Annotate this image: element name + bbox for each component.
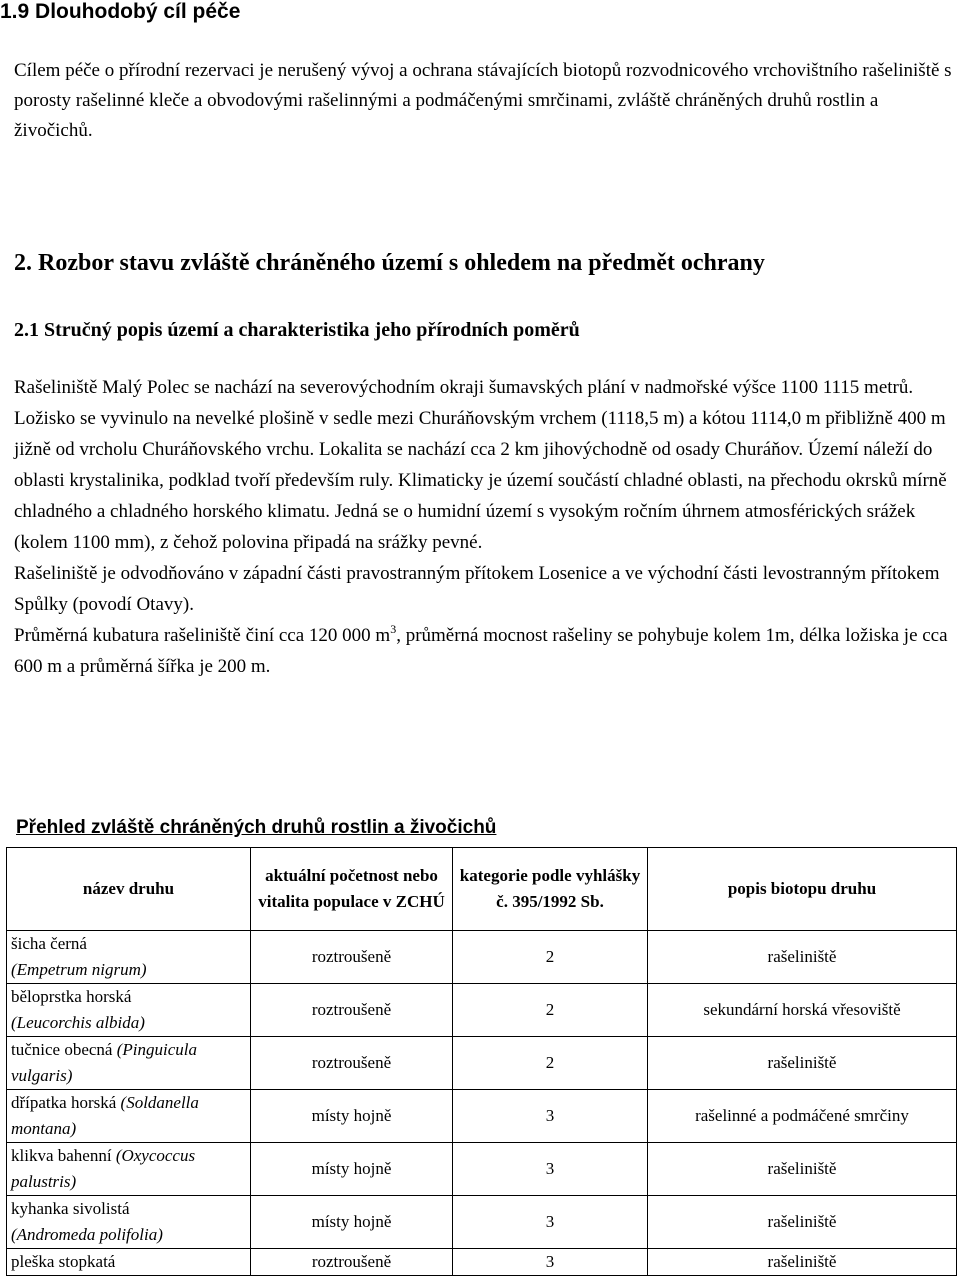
biotope-cell: rašeliniště bbox=[648, 1196, 957, 1249]
czech-name: dřípatka horská bbox=[11, 1093, 117, 1112]
table-row bbox=[7, 1090, 957, 1143]
header-abundance: aktuální početnost nebo vitalita populace v ZCHÚ bbox=[251, 848, 453, 931]
table-row bbox=[7, 984, 957, 1037]
table-header-row bbox=[7, 848, 957, 931]
area-description-paragraph-1: Rašeliniště Malý Polec se nachází na severovýchodním okraji šumavských plání v nadmořské výšce 1100 1115 metrů. Ložisko se vyvinulo na nevelké plošině v sedle mezi Churáňovským vrchem (1118,5 m) a kótou 1114,0 m přibližně 400 m jižně od vrcholu Churáňovského vrchu. Lokalita se nachází cca 2 km jihovýchodně od osady Churáňov. Území náleží do oblasti krystalinika, podklad tvoří především ruly. Klimaticky je území součástí chladné oblasti, na přechodu okrsků mírně chladného a chladného horského klimatu. Jedná se o humidní území s vysokým ročním úhrnem atmosférických srážek (kolem 1100 mm), z čehož polovina připadá na srážky pevné. bbox=[14, 377, 947, 553]
czech-name: běloprstka horská bbox=[11, 987, 132, 1006]
species-name-cell bbox=[7, 1037, 251, 1090]
category-cell: 3 bbox=[453, 1249, 648, 1276]
czech-name: klikva bahenní bbox=[11, 1146, 112, 1165]
species-table bbox=[6, 847, 957, 1276]
area-description bbox=[14, 372, 959, 682]
category-cell: 3 bbox=[453, 1090, 648, 1143]
latin-name: (Oxycoccus palustris) bbox=[11, 1146, 196, 1191]
abundance-cell: místy hojně bbox=[251, 1143, 453, 1196]
header-species-name: název druhu bbox=[7, 848, 251, 931]
table-row bbox=[7, 1196, 957, 1249]
latin-name: (Soldanella montana) bbox=[11, 1093, 199, 1138]
abundance-cell: roztroušeně bbox=[251, 984, 453, 1037]
abundance-cell: roztroušeně bbox=[251, 1037, 453, 1090]
species-name-cell bbox=[7, 1090, 251, 1143]
latin-name: (Andromeda polifolia) bbox=[11, 1225, 163, 1244]
section-1-9-heading: 1.9 Dlouhodobý cíl péče bbox=[0, 0, 241, 23]
biotope-cell: rašeliniště bbox=[648, 1249, 957, 1276]
section-2-1-heading: 2.1 Stručný popis území a charakteristika jeho přírodních poměrů bbox=[14, 319, 580, 341]
czech-name: šicha černá bbox=[11, 934, 87, 953]
biotope-cell: sekundární horská vřesoviště bbox=[648, 984, 957, 1037]
table-row bbox=[7, 1037, 957, 1090]
table-row bbox=[7, 931, 957, 984]
header-biotope: popis biotopu druhu bbox=[648, 848, 957, 931]
volume-text-continued: , průměrná mocnost rašeliny se pohybuje kolem 1m, délka ložiska je cca 600 m a průměrná šířka je 200 m. bbox=[14, 625, 948, 677]
volume-text: Průměrná kubatura rašeliniště činí cca 120 000 m bbox=[14, 625, 391, 646]
category-cell: 2 bbox=[453, 931, 648, 984]
biotope-cell: rašelinné a podmáčené smrčiny bbox=[648, 1090, 957, 1143]
area-description-paragraph-3 bbox=[14, 620, 959, 682]
abundance-cell: místy hojně bbox=[251, 1196, 453, 1249]
table-row bbox=[7, 1249, 957, 1276]
category-cell: 2 bbox=[453, 984, 648, 1037]
species-name-cell bbox=[7, 1143, 251, 1196]
species-table-title: Přehled zvláště chráněných druhů rostlin a živočichů bbox=[16, 817, 497, 838]
czech-name: tučnice obecná bbox=[11, 1040, 113, 1059]
latin-name: (Leucorchis albida) bbox=[11, 1013, 145, 1032]
abundance-cell: roztroušeně bbox=[251, 1249, 453, 1276]
long-term-goal-paragraph: Cílem péče o přírodní rezervaci je nerušený vývoj a ochrana stávajících biotopů rozvodnicového vrchovištního rašeliniště s porosty rašelinné kleče a obvodovými rašelinnými a podmáčenými smrčinami, zvláště chráněných druhů rostlin a živočichů. bbox=[14, 60, 952, 141]
table-row bbox=[7, 1143, 957, 1196]
latin-name: (Empetrum nigrum) bbox=[11, 960, 147, 979]
area-description-paragraph-2: Rašeliniště je odvodňováno v západní části pravostranným přítokem Losenice a ve východní části levostranným přítokem Spůlky (povodí Otavy). bbox=[14, 563, 940, 615]
species-name-cell bbox=[7, 1249, 251, 1276]
species-name-cell bbox=[7, 984, 251, 1037]
czech-name: pleška stopkatá bbox=[11, 1252, 116, 1271]
species-name-cell bbox=[7, 931, 251, 984]
biotope-cell: rašeliniště bbox=[648, 1143, 957, 1196]
category-cell: 3 bbox=[453, 1143, 648, 1196]
species-name-cell bbox=[7, 1196, 251, 1249]
cubic-superscript: 3 bbox=[390, 622, 397, 636]
abundance-cell: místy hojně bbox=[251, 1090, 453, 1143]
biotope-cell: rašeliniště bbox=[648, 1037, 957, 1090]
category-cell: 3 bbox=[453, 1196, 648, 1249]
header-category: kategorie podle vyhlášky č. 395/1992 Sb. bbox=[453, 848, 648, 931]
czech-name: kyhanka sivolistá bbox=[11, 1199, 130, 1218]
latin-name: (Pinguicula vulgaris) bbox=[11, 1040, 197, 1085]
biotope-cell: rašeliniště bbox=[648, 931, 957, 984]
category-cell: 2 bbox=[453, 1037, 648, 1090]
abundance-cell: roztroušeně bbox=[251, 931, 453, 984]
section-2-heading: 2. Rozbor stavu zvláště chráněného území s ohledem na předmět ochrany bbox=[14, 250, 765, 276]
